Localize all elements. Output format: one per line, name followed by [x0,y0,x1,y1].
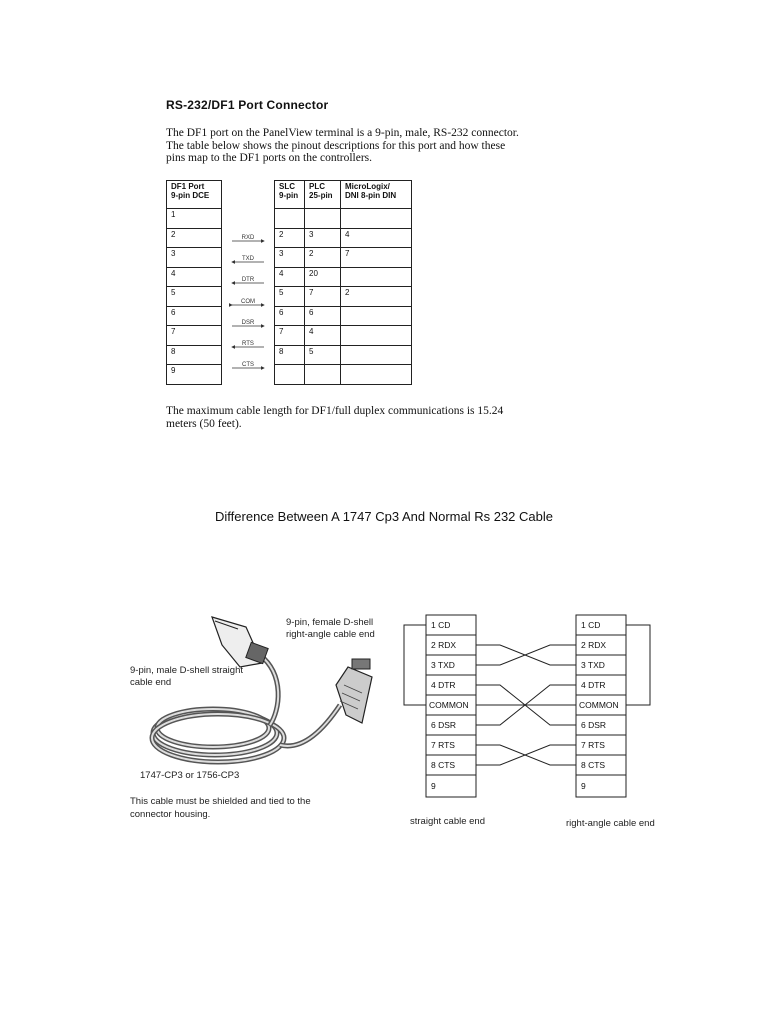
right-pin-label: 3 TXD [581,660,605,670]
left-pin-label: 9 [431,781,436,791]
right-pin-label: 8 CTS [581,760,606,770]
label-straight-end: straight cable end [410,816,485,827]
ml-cell: 2 [341,287,412,307]
pinout-schematic [404,615,650,797]
plc-cell: 3 [305,228,341,248]
df1-header: DF1 Port 9-pin DCE [167,181,222,209]
right-pin-label: 2 RDX [581,640,607,650]
left-pin-label: 6 DSR [431,720,457,730]
left-pin-label: COMMON [429,700,469,710]
plc-cell: 20 [305,267,341,287]
signal-arrows [222,180,274,398]
signal-label: CTS [242,362,254,368]
wires [476,645,576,765]
left-pin-label: 2 RDX [431,640,457,650]
intro-paragraph: The DF1 port on the PanelView terminal is a 9-pin, male, RS-232 connector. The table below shows the pinout descriptions for this port and how these pins map to the DF1 ports on the controllers. [166,127,519,164]
slc-cell: 8 [275,345,305,365]
ml-cell [341,345,412,365]
right-pin-label: COMMON [579,700,619,710]
right-pin-label: 6 DSR [581,720,607,730]
slc-cell [275,365,305,385]
df1-pin: 3 [167,248,222,268]
cable-length-note: The maximum cable length for DF1/full duplex communications is 15.24 meters (50 feet). [166,405,504,430]
label-male-line2: cable end [130,677,172,688]
df1-pin: 8 [167,345,222,365]
controller-pin-table [274,180,412,385]
left-pin-label: 4 DTR [431,680,456,690]
right-pin-label: 9 [581,781,586,791]
plc-cell: 5 [305,345,341,365]
signal-label: DTR [241,277,255,283]
df1-pin: 5 [167,287,222,307]
plc-cell [305,365,341,385]
label-female-line1: 9-pin, female D-shell [286,617,374,628]
label-part-number: 1747-CP3 or 1756-CP3 [140,770,240,781]
plc-cell: 2 [305,248,341,268]
left-pin-label: 7 RTS [431,740,455,750]
label-female-line2: right-angle cable end [286,629,375,640]
male-straight-connector [212,617,268,667]
left-pin-label: 8 CTS [431,760,456,770]
df1-pin: 9 [167,365,222,385]
ml-cell [341,306,412,326]
slc-cell [275,209,305,229]
plc-cell [305,209,341,229]
df1-pin: 6 [167,306,222,326]
right-pin-label: 4 DTR [581,680,606,690]
left-pin-label: 3 TXD [431,660,455,670]
df1-pin: 2 [167,228,222,248]
slc-cell: 2 [275,228,305,248]
ml-cell [341,326,412,346]
label-male-line1: 9-pin, male D-shell straight [130,665,243,676]
signal-label: DSR [241,320,255,326]
left-pin-label: 1 CD [431,620,451,630]
plc-cell: 4 [305,326,341,346]
signal-label: RTS [242,341,254,347]
ml-cell [341,365,412,385]
signal-label: COM [241,299,255,305]
signal-label: RXD [241,235,255,241]
section-caption: Difference Between A 1747 Cp3 And Normal Rs 232 Cable [215,509,553,524]
slc-cell: 3 [275,248,305,268]
section-heading: RS-232/DF1 Port Connector [166,98,329,112]
df1-pin: 4 [167,267,222,287]
slc-cell: 6 [275,306,305,326]
signal-label: TXD [242,256,254,262]
cable-diagram [0,575,768,855]
ml-cell: 4 [341,228,412,248]
slc-cell: 5 [275,287,305,307]
female-right-angle-connector [336,659,372,723]
df1-pin: 7 [167,326,222,346]
slc-cell: 7 [275,326,305,346]
df1-pin: 1 [167,209,222,229]
slc-header: SLC 9-pin [275,181,305,209]
plc-cell: 7 [305,287,341,307]
micrologix-header: MicroLogix/ DNI 8-pin DIN [341,181,412,209]
ml-cell [341,209,412,229]
plc-header: PLC 25-pin [305,181,341,209]
label-right-angle-end: right-angle cable end [566,818,655,829]
df1-port-table [166,180,222,385]
label-note-line2: connector housing. [130,809,211,820]
slc-cell: 4 [275,267,305,287]
right-pin-label: 7 RTS [581,740,605,750]
ml-cell [341,267,412,287]
plc-cell: 6 [305,306,341,326]
ml-cell: 7 [341,248,412,268]
label-note-line1: This cable must be shielded and tied to the [130,796,311,807]
right-pin-label: 1 CD [581,620,601,630]
